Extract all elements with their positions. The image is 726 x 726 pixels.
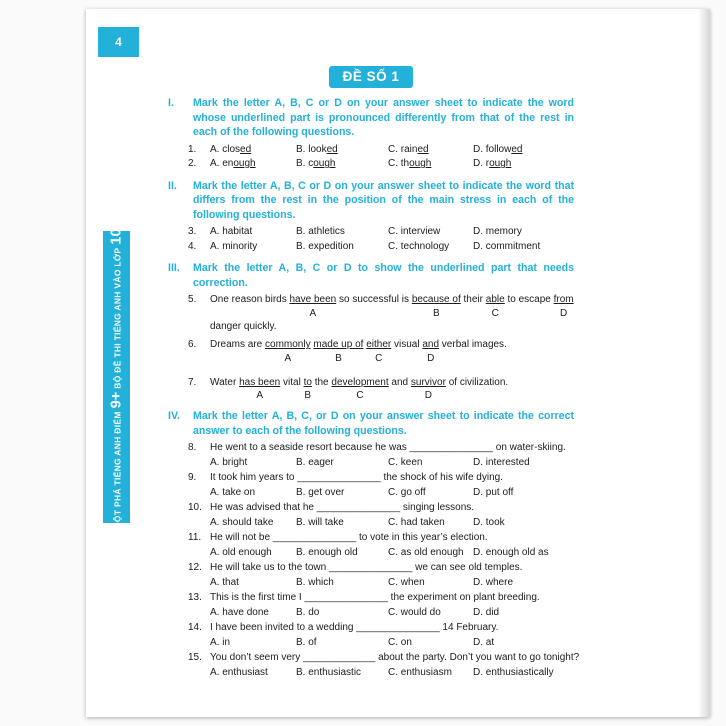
question [188,441,574,470]
options-row [210,516,574,531]
sentence-line: Water has been A vital $\frac{to}{B}$ the development C and survivor D of civilization. [210,376,509,401]
test-title: ĐỀ SỐ 1 [329,66,414,88]
options-row [210,606,574,621]
options-row [210,143,574,158]
underlined-part [313,338,363,365]
answer-option: D. enthusiastically [473,666,554,678]
options-row [210,240,574,255]
underlined-text: either [366,339,392,350]
answer-option: C. rained [388,143,429,155]
options-row [210,546,574,561]
page-number: 4 [115,35,122,49]
answer-option: A. in [210,636,231,648]
question [188,157,574,172]
answer-option: C. had taken [388,516,445,528]
underlined-text: made up of [313,339,364,350]
answer-option: B. enough old [296,546,358,558]
answer-option: A. have done [210,606,269,618]
answer-option: D. put off [473,486,514,498]
underlined-text: development [331,376,389,388]
underlined-part [422,338,439,365]
underlined-text: ed [326,143,338,155]
options-row [210,576,574,591]
question-number: 8. [188,442,197,453]
question [188,240,574,255]
answer-option: A. take on [210,486,256,498]
correction-letter: C [491,307,499,319]
question-number: 6. [188,339,197,350]
question-body [210,376,574,403]
correction-letter: D [424,390,433,401]
answer-option: C. when [388,576,425,588]
options-row [210,456,574,471]
question-body [210,591,574,620]
section-heading-row [168,261,574,290]
sections [168,96,580,680]
question-body [210,338,574,365]
section-heading-row [168,409,574,438]
sidebar-series-title: ĐỘT PHÁ TIẾNG ANH ĐIỂM [111,411,122,529]
section-numeral: II. [168,179,177,192]
question-stem: You don’t seem very _____________ about the party. Don’t you want to go tonight? [210,652,580,663]
answer-option: C. enthusiasm [388,666,452,678]
answer-option: A. habitat [210,226,253,237]
answer-option: C. would do [388,606,441,618]
underlined-text: ough [409,158,432,169]
underlined-text: ough [489,158,512,169]
answer-option: C. go off [388,486,426,498]
question-number: 7. [188,376,197,388]
correction-letter: A [309,307,317,319]
answer-option: A. minority [210,240,258,252]
question-body [210,143,574,158]
section [168,96,574,172]
answer-option: C. keen [388,456,423,468]
question-number: 10. [188,502,202,513]
section [168,261,574,402]
question-number: 13. [188,592,202,603]
section [168,179,574,255]
question-body [210,441,574,470]
question-number: 15. [188,652,202,663]
underlined-part [412,293,461,320]
question-number: 5. [188,294,197,305]
question-body [210,651,580,680]
underlined-part [265,338,311,365]
section-heading: Mark the letter A, B, C or D on your answer sheet to indicate the word whose underlined part is pronounced differently from that of the rest in each of the following questions. [193,97,574,138]
question [188,651,580,680]
question [188,531,574,560]
answer-option: C. technology [388,240,450,252]
answer-option: D. where [473,576,514,588]
question-number: 11. [188,532,202,543]
underlined-text: ed [417,143,429,155]
question-stem: He was advised that he _______________ singing lessons. [210,502,475,513]
answer-option: C. as old enough [388,546,464,558]
answer-option: B. cough [296,158,336,169]
underlined-part [304,376,312,403]
underlined-part [331,376,388,403]
underlined-text: because of [411,294,461,305]
answer-option: D. enough old as [473,546,549,558]
correction-letter: D [427,352,435,364]
sentence-line: One reason birds have been A so successful is because of B their able C to escape from D [210,294,574,319]
question [188,293,574,334]
question [188,225,574,240]
answer-option: B. do [296,606,320,618]
correction-letter: C [356,390,364,401]
question [188,143,574,158]
question-body [210,561,574,590]
question [188,561,574,590]
question-number: 9. [188,472,197,483]
section-heading-row [168,179,574,223]
section-heading: Mark the letter A, B, C or D to show the underlined part that needs correction. [193,262,574,289]
answer-option: A. that [210,576,239,588]
page-content [86,9,710,717]
question-stem: He will not be _______________ to vote in this year’s election. [210,532,488,543]
underlined-text: ed [240,143,252,155]
answer-option: D. interested [473,456,530,468]
section-numeral: III. [168,262,180,274]
correction-letter: A [256,390,263,401]
question-stem: He went to a seaside resort because he was _______________ on water-skiing. [210,442,566,453]
options-row [210,636,574,651]
answer-option: B. eager [296,456,334,468]
question-stem: He will take us to the town _______________ we can see old temples. [210,562,523,573]
sidebar-grade-9-label: 9+ [108,391,125,409]
question-body [210,531,574,560]
underlined-text: able [485,294,505,305]
answer-option: C. though [388,158,432,169]
question-body [210,293,574,334]
question-stem: I have been invited to a wedding _______________ 14 February. [210,622,499,633]
underlined-part [554,293,574,320]
underlined-text: ough [313,158,336,169]
options-row [210,157,574,172]
answer-option: B. get over [296,486,345,498]
sidebar-grade-10-label: 10 [108,228,125,245]
question [188,501,574,530]
answer-option: B. of [296,636,317,648]
answer-option: B. athletics [296,226,345,237]
underlined-text: have been [289,294,337,305]
section [168,409,580,680]
question-number: 1. [188,143,197,155]
question-stem: It took him years to _______________ the shock of his wife dying. [210,472,503,483]
answer-option: C. on [388,636,412,648]
question-body [210,501,574,530]
underlined-part [290,293,337,320]
question [188,591,574,620]
answer-option: A. enough [210,158,256,169]
question [188,471,574,500]
correction-letter: B [432,307,440,319]
correction-letter: B [335,352,342,364]
book-page [86,9,710,717]
question-stem: This is the first time I _______________ the experiment on plant breeding. [210,592,540,603]
question-number: 3. [188,226,197,237]
answer-option: D. at [473,636,495,648]
question-body [210,240,574,255]
correction-letter: B [304,390,312,401]
question-body [210,471,574,500]
section-heading: Mark the letter A, B, C, or D on your answer sheet to indicate the correct answer to each of the following questions. [193,410,574,437]
answer-option: D. followed [473,143,523,155]
sentence-line: danger quickly. [210,320,277,332]
underlined-part [411,376,446,403]
underlined-text: survivor [410,376,446,388]
section-heading: Mark the letter A, B, C or D on your answer sheet to indicate the word that differs from the rest in the position of the main stress in each of the following questions. [193,179,574,221]
question-number: 2. [188,158,197,169]
answer-option: A. enthusiast [210,666,268,678]
question-number: 12. [188,562,202,573]
question [188,376,574,403]
answer-option: B. will take [296,516,344,528]
sentence-line: Dreams are commonly A made up of B either C visual and D verbal images. [210,339,507,364]
section-numeral: I. [168,97,174,109]
answer-option: B. which [296,576,334,588]
options-row [210,486,574,501]
answer-option: D. memory [473,226,522,237]
answer-option: C. interview [388,226,441,237]
answer-option: A. bright [210,456,248,468]
correction-letter: D [559,307,568,319]
answer-option: A. should take [210,516,274,528]
section-numeral: IV. [168,410,180,422]
underlined-text: commonly [265,339,311,350]
underlined-text: and [422,339,440,350]
options-row [210,225,574,240]
underlined-text: ed [511,143,523,155]
answer-option: D. did [473,606,500,618]
answer-option: D. rough [473,158,512,169]
answer-option: A. closed [210,143,252,155]
question-body [210,157,574,172]
underlined-text: ough [233,158,256,169]
correction-letter: A [284,352,292,364]
answer-option: D. took [473,516,505,528]
question-number: 4. [188,240,197,252]
question-number: 14. [188,622,202,633]
underlined-text: to [303,376,312,388]
question [188,621,574,650]
answer-option: A. old enough [210,546,272,558]
answer-option: D. commitment [473,240,541,252]
section-heading-row [168,96,574,140]
underlined-part [239,376,280,403]
options-row [210,666,574,681]
underlined-text: has been [239,376,281,388]
question-body [210,621,574,650]
question-body [210,225,574,240]
underlined-part [486,293,505,320]
underlined-part [366,338,391,365]
correction-letter: C [375,352,383,364]
sidebar-book-title: BỘ ĐỀ THI TIẾNG ANH VÀO LỚP [111,247,122,389]
answer-option: B. looked [296,143,338,155]
question [188,338,574,365]
underlined-text: from [553,294,574,305]
answer-option: B. enthusiastic [296,666,362,678]
answer-option: B. expedition [296,240,354,252]
